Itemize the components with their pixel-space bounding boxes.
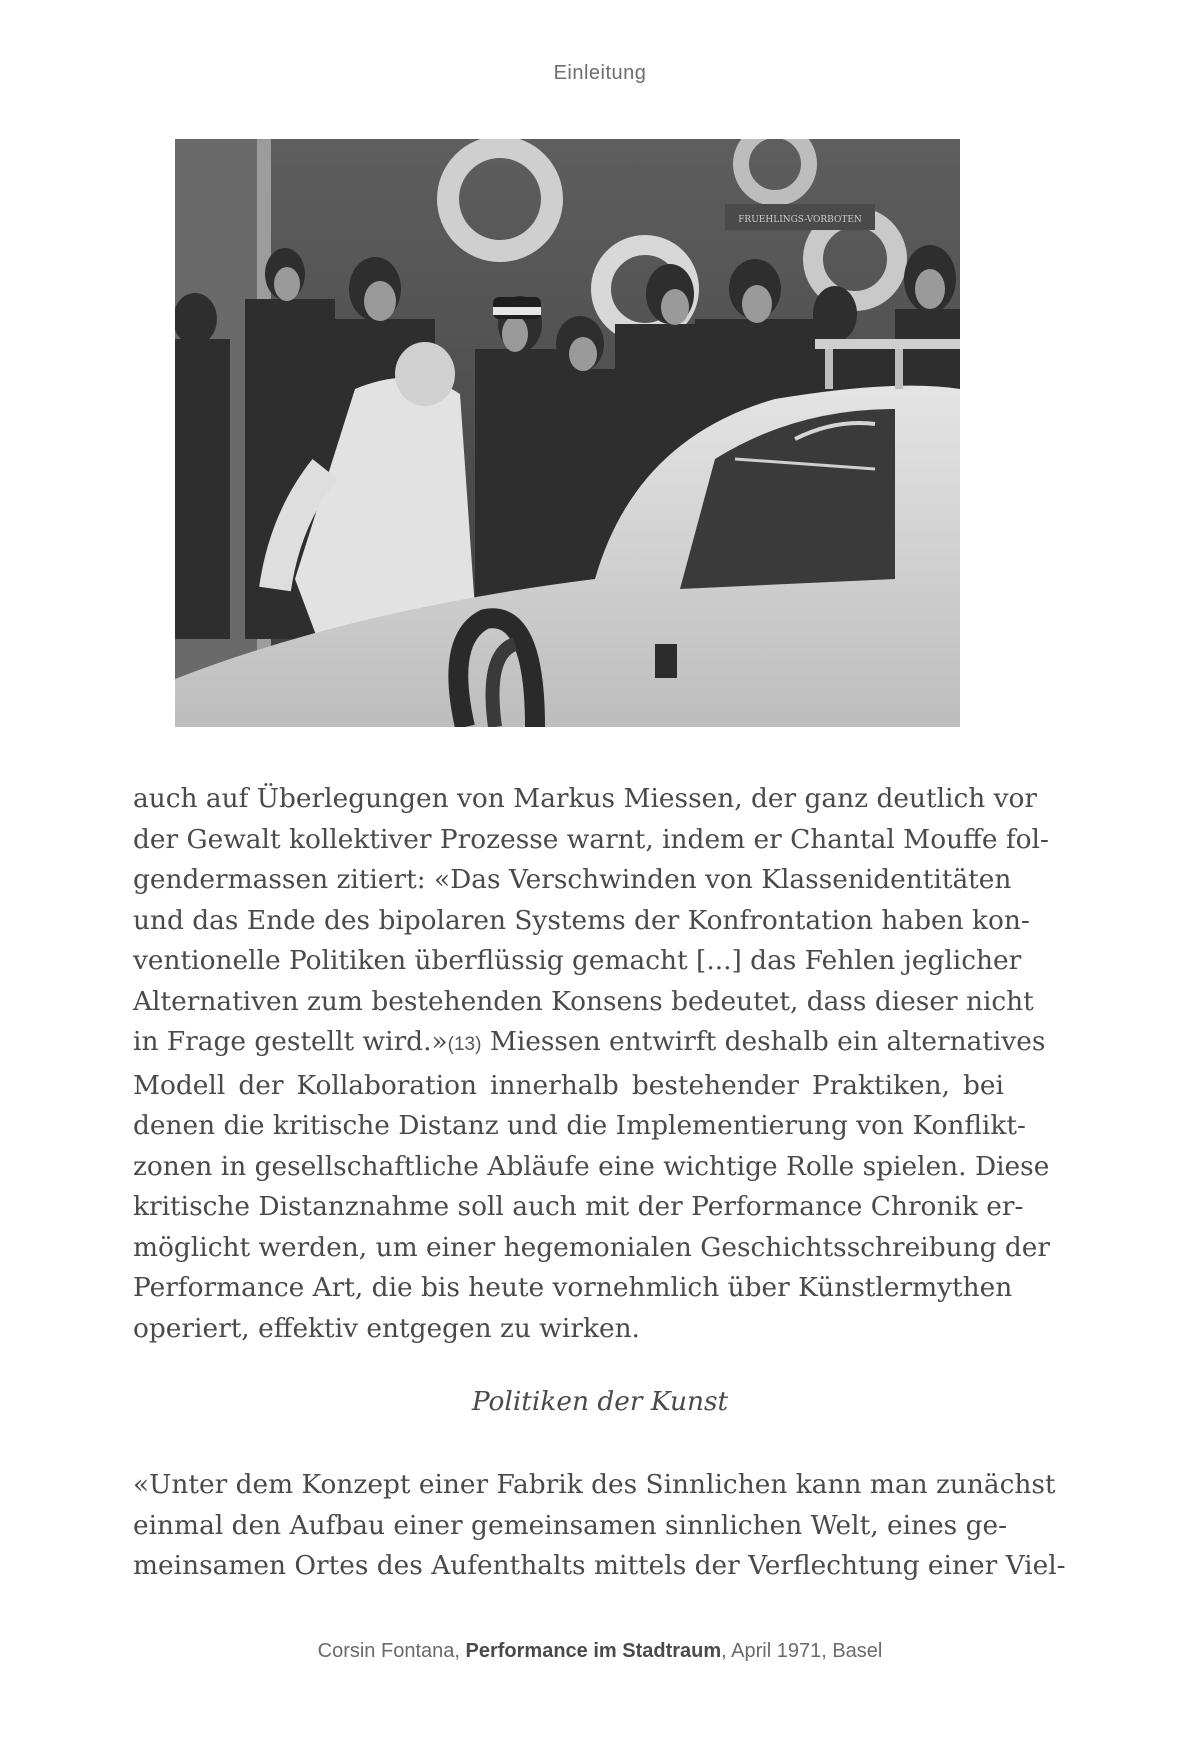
text-line: gendermassen zitiert: «Das Verschwinden von Klassenidentitäten (133, 864, 1012, 895)
photo-caption (0, 1640, 1200, 1663)
text-line: operiert, effektiv entgegen zu wirken. (133, 1312, 640, 1344)
caption-author: Corsin Fontana, (317, 1640, 460, 1662)
photo-sign-text: FRUEHLINGS-VORBOTEN (738, 215, 862, 225)
body-paragraph (133, 1465, 1066, 1587)
text-line: möglicht werden, um einer hegemonialen Geschichtsschreibung der (133, 1231, 1050, 1263)
text-line: «Unter dem Konzept einer Fabrik des Sinnlichen kann man zunächst (133, 1469, 1056, 1500)
caption-title: Performance im Stadtraum (465, 1640, 722, 1662)
text-line: kritische Distanznahme soll auch mit der Performance Chronik er- (133, 1191, 1024, 1222)
footnote-reference: (13) (447, 1034, 482, 1055)
text-line: Modell der Kollaboration innerhalb bestehender Praktiken, bei (133, 1069, 1004, 1101)
text-line: denen die kritische Distanz und die Implementierung von Konflikt- (133, 1110, 1026, 1141)
text-line (133, 1022, 1046, 1066)
text-line: Alternativen zum bestehenden Konsens bedeutet, dass dieser nicht (133, 985, 1034, 1017)
street-crowd-photo (175, 139, 960, 727)
text-line: auch auf Überlegungen von Markus Miessen, der ganz deutlich vor (133, 783, 1038, 814)
text-line: einmal den Aufbau einer gemeinsamen sinnlichen Welt, eines ge- (133, 1509, 1008, 1541)
running-head: Einleitung (553, 62, 647, 84)
section-heading: Politiken der Kunst (471, 1386, 729, 1417)
text-line: und das Ende des bipolaren Systems der Konfrontation haben kon- (133, 904, 1030, 936)
text-line: zonen in gesellschaftliche Abläufe eine wichtige Rolle spielen. Diese (133, 1150, 1050, 1182)
text-line: ventionelle Politiken überflüssig gemacht [...] das Fehlen jeglicher (133, 945, 1022, 976)
text-line: meinsamen Ortes des Aufenthalts mittels der Verflechtung einer Viel- (133, 1550, 1066, 1581)
text-segment: in Frage gestellt wird.» (133, 1026, 448, 1057)
text-line: Performance Art, die bis heute vornehmlich über Künstlermythen (133, 1272, 1013, 1303)
photograph (175, 139, 960, 727)
text-line: der Gewalt kollektiver Prozesse warnt, indem er Chantal Mouffe fol- (133, 823, 1049, 855)
caption-details: , April 1971, Basel (721, 1640, 883, 1662)
body-paragraph (133, 779, 1050, 1349)
text-segment: Miessen entwirft deshalb ein alternatives (489, 1026, 1046, 1057)
